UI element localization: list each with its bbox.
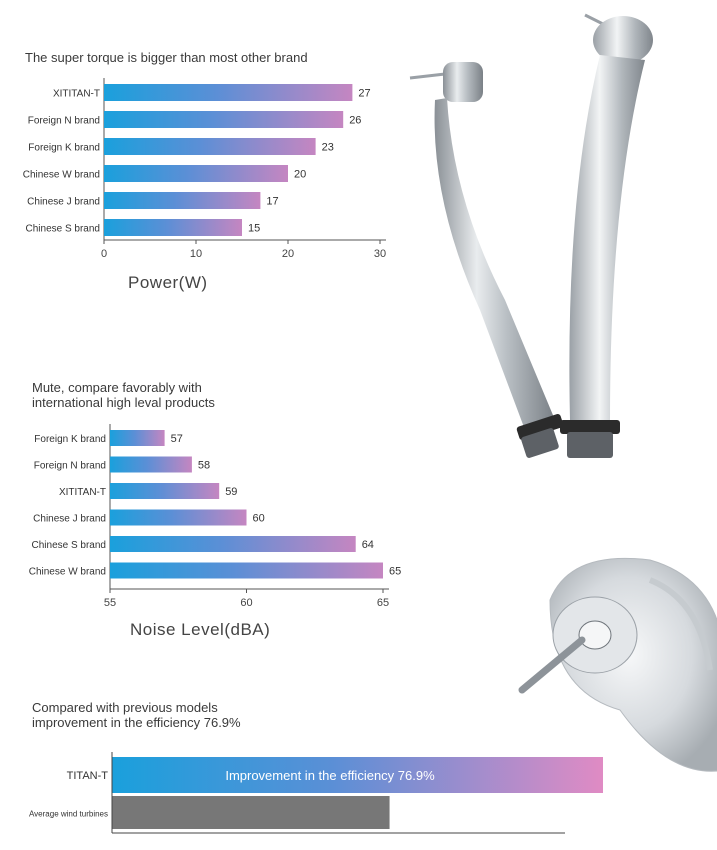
bar bbox=[110, 510, 247, 526]
bar bbox=[112, 796, 390, 829]
left-handpiece-icon bbox=[410, 62, 564, 459]
value-label: 58 bbox=[197, 459, 211, 472]
turbine-head-closeup bbox=[510, 540, 717, 800]
category-label: Foreign K brand bbox=[34, 434, 106, 445]
bar bbox=[104, 165, 288, 182]
value-label: 64 bbox=[361, 539, 374, 551]
x-tick-label: 55 bbox=[103, 597, 117, 609]
category-label: Foreign K brand bbox=[28, 142, 100, 154]
category-label: Average wind turbines bbox=[28, 809, 108, 819]
value-label: 57 bbox=[170, 433, 183, 445]
value-label: 26 bbox=[349, 114, 362, 127]
power-chart-title: The super torque is bigger than most other brand bbox=[25, 50, 308, 65]
noise-chart-title: Mute, compare favorably with international high leval products bbox=[32, 380, 215, 410]
category-label: TITAN-T bbox=[66, 770, 108, 782]
value-label: 17 bbox=[266, 195, 279, 208]
value-label: 27 bbox=[358, 87, 371, 100]
turbine-head-icon bbox=[522, 558, 717, 771]
power-axis-title: Power(W) bbox=[128, 273, 208, 292]
noise-chart bbox=[0, 420, 420, 620]
bar-label: Improvement in the efficiency 76.9% bbox=[225, 768, 435, 783]
x-tick-label: 30 bbox=[373, 248, 387, 260]
category-label: Chinese S brand bbox=[25, 223, 100, 235]
handpiece-photo bbox=[405, 0, 705, 480]
efficiency-chart-title: Compared with previous models improvement in the efficiency 76.9% bbox=[32, 700, 241, 730]
bar bbox=[110, 563, 383, 579]
category-label: Chinese S brand bbox=[31, 540, 106, 551]
x-tick-label: 0 bbox=[100, 248, 108, 260]
bar bbox=[104, 84, 352, 101]
category-label: XITITAN-T bbox=[52, 88, 100, 100]
value-label: 59 bbox=[225, 486, 238, 498]
category-label: Chinese J brand bbox=[33, 513, 106, 525]
category-label: XITITAN-T bbox=[58, 487, 106, 498]
bar bbox=[104, 138, 316, 155]
bar bbox=[104, 192, 260, 209]
category-label: Chinese J brand bbox=[27, 196, 100, 208]
value-label: 23 bbox=[321, 141, 334, 154]
x-tick-label: 20 bbox=[281, 248, 295, 260]
category-label: Chinese W brand bbox=[28, 566, 106, 578]
right-handpiece-icon bbox=[560, 15, 653, 458]
x-tick-label: 65 bbox=[376, 597, 390, 609]
category-label: Chinese W brand bbox=[22, 169, 100, 181]
value-label: 15 bbox=[248, 222, 261, 235]
value-label: 65 bbox=[389, 565, 402, 578]
x-tick-label: 60 bbox=[240, 597, 253, 609]
value-label: 20 bbox=[294, 168, 307, 181]
bar bbox=[104, 111, 343, 128]
bar bbox=[104, 219, 242, 236]
x-tick-label: 10 bbox=[189, 248, 203, 260]
bar bbox=[110, 483, 219, 499]
bar bbox=[110, 430, 165, 446]
bar bbox=[110, 536, 356, 552]
value-label: 60 bbox=[252, 512, 265, 525]
category-label: Foreign N brand bbox=[33, 460, 106, 472]
bar bbox=[110, 457, 192, 473]
noise-axis-title: Noise Level(dBA) bbox=[130, 620, 271, 639]
category-label: Foreign N brand bbox=[27, 115, 100, 127]
